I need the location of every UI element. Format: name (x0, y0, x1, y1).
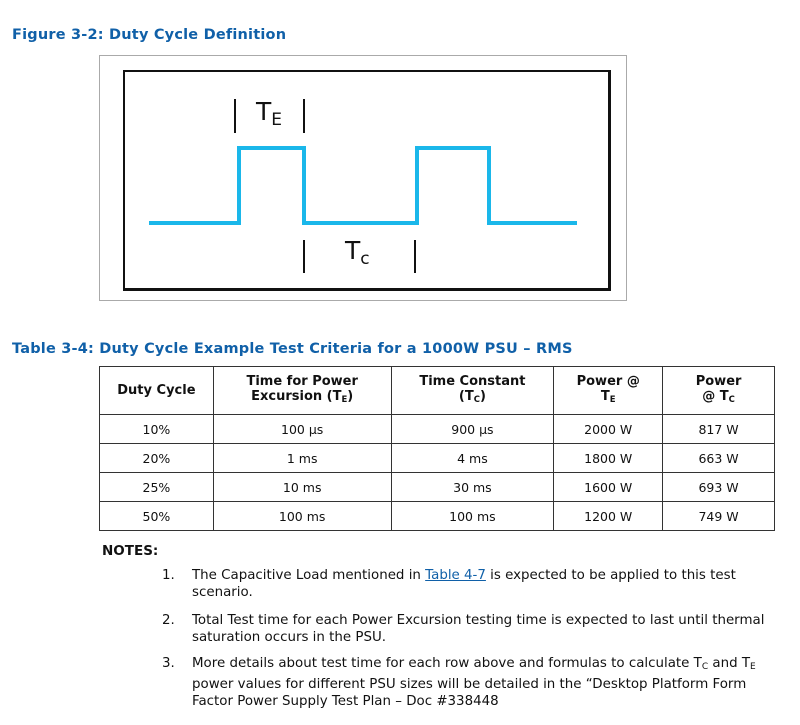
cell-time-constant: 30 ms (391, 473, 554, 502)
cell-time-constant: 100 ms (391, 502, 554, 531)
note-number: 3. (162, 656, 175, 671)
note-number: 2. (162, 613, 175, 628)
cell-duty-cycle: 25% (100, 473, 214, 502)
note-text: The Capacitive Load mentioned in Table 4-7 is expected to be applied to this test scenario. (192, 568, 736, 600)
cell-power-te: 1200 W (554, 502, 663, 531)
table-4-7-link[interactable]: Table 4-7 (425, 568, 486, 583)
cell-time-constant: 4 ms (391, 444, 554, 473)
cell-duty-cycle: 10% (100, 415, 214, 444)
table-title: Table 3-4: Duty Cycle Example Test Criteria for a 1000W PSU – RMS (12, 341, 573, 357)
table-row (100, 473, 775, 502)
cell-power-te: 2000 W (554, 415, 663, 444)
note-number: 1. (162, 568, 175, 583)
notes-heading: NOTES: (102, 543, 159, 559)
header-duty-cycle: Duty Cycle (100, 367, 214, 415)
cell-power-te: 1800 W (554, 444, 663, 473)
cell-power-te: 1600 W (554, 473, 663, 502)
duty-cycle-table (99, 366, 775, 531)
cell-excursion-time: 10 ms (213, 473, 391, 502)
table-row (100, 444, 775, 473)
note-text: More details about test time for each row above and formulas to calculate $T_C$ and $T_E$ power values for different PSU sizes will be detailed in the “Desktop Platform Form Factor Power Supply Test Plan – Doc #338448 (192, 656, 756, 709)
header-time-constant: Time Constant $(T_C)$ (391, 367, 554, 415)
cell-time-constant: 900 µs (391, 415, 554, 444)
cell-power-tc: 817 W (663, 415, 775, 444)
te-label: $T_E$ (256, 97, 283, 130)
note-text: Total Test time for each Power Excursion testing time is expected to last until thermal saturation occurs in the PSU. (192, 613, 765, 645)
header-power-at-tc: Power @ $T_C$ (663, 367, 775, 415)
figure-title: Figure 3-2: Duty Cycle Definition (12, 27, 287, 43)
table-row (100, 415, 775, 444)
tc-label: $T_c$ (345, 236, 370, 269)
cell-power-tc: 749 W (663, 502, 775, 531)
duty-cycle-waveform (149, 148, 577, 223)
cell-power-tc: 693 W (663, 473, 775, 502)
figure-frame (99, 55, 627, 301)
cell-excursion-time: 1 ms (213, 444, 391, 473)
cell-excursion-time: 100 µs (213, 415, 391, 444)
table-header-row (100, 367, 775, 415)
cell-power-tc: 663 W (663, 444, 775, 473)
table-row (100, 502, 775, 531)
duty-cycle-diagram (123, 70, 611, 291)
cell-excursion-time: 100 ms (213, 502, 391, 531)
cell-duty-cycle: 20% (100, 444, 214, 473)
header-time-power-excursion: Time for Power Excursion $(T_E)$ (213, 367, 391, 415)
header-power-at-te: Power @ $T_E$ (554, 367, 663, 415)
cell-duty-cycle: 50% (100, 502, 214, 531)
waveform-svg (125, 72, 608, 288)
